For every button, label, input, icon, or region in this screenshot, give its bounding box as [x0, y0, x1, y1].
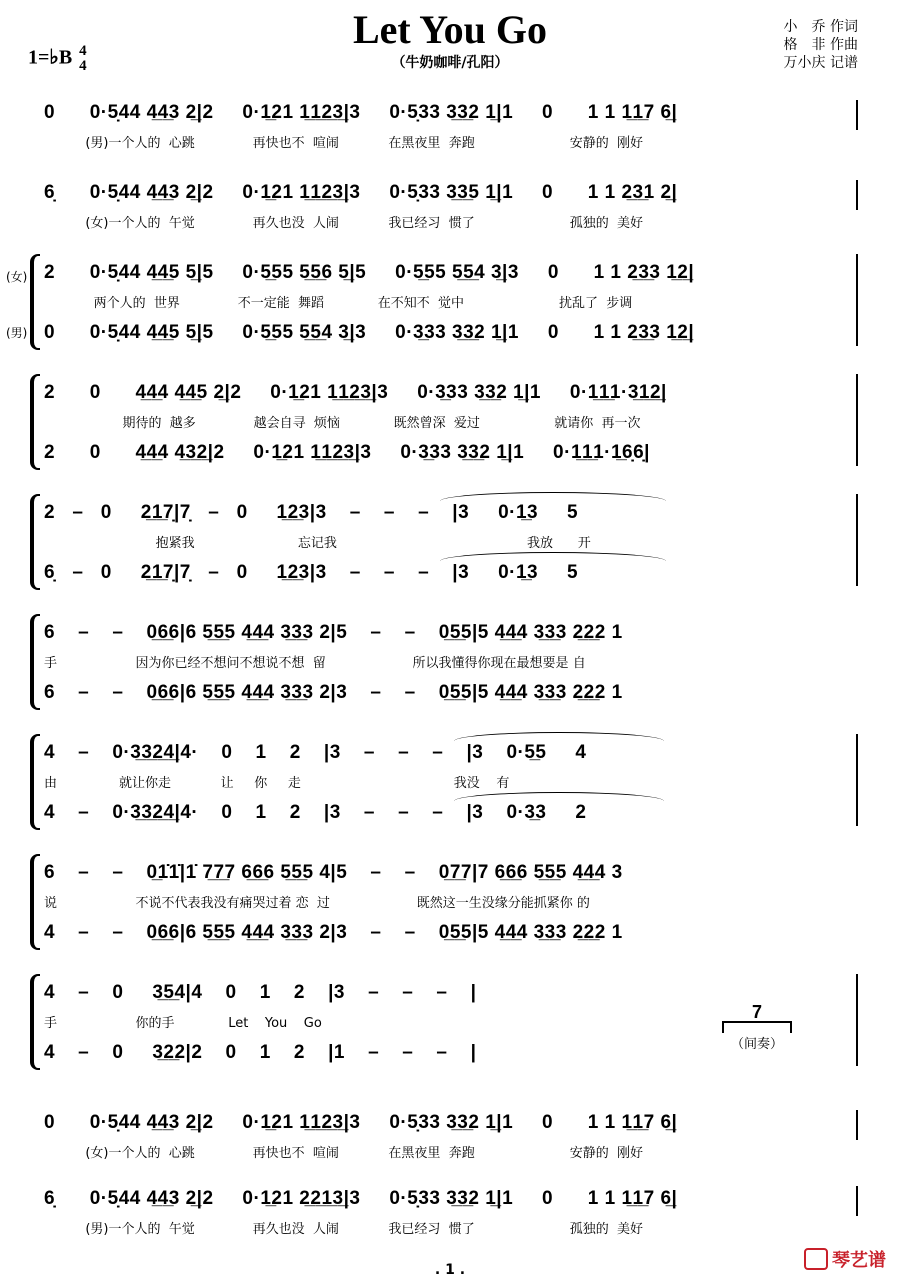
lyrics-line: 由 就让你走 让 你 走 我没 有 [44, 776, 510, 791]
notation-line-upper: 6 – – 0̲1̇1̇|1̇ 7̲7̲7 6̲6̲6 5̲5̲5 4|5 – – 0̲7̲7|7 6̲6̲6 5̲5̲5 4̲4̲4 3 [44, 862, 623, 883]
final-barline [856, 1186, 858, 1216]
lyrics-line: (男)一个人的 午觉 再久也没 人闹 我已经习 惯了 孤独的 美好 [44, 1222, 644, 1237]
page-number: . 1 . [434, 1262, 466, 1278]
final-barline [856, 1110, 858, 1140]
lyricist-credit: 小 乔 作词 [783, 19, 858, 35]
notation-line-male: 0 0·5̣44 4̲4̲5 5̲|5 0·5̲55 5̲5̲4 3̲|3 0·3̲33 3̲3̲2 1̲|1 0 1 1 2̲3̲3 1̲2̲| [44, 322, 695, 343]
interlude-label: （间奏） [730, 1037, 783, 1052]
key-signature [28, 44, 87, 74]
male-part-label: (男) [6, 326, 28, 340]
song-subtitle: （牛奶咖啡/孔阳） [391, 55, 509, 71]
interlude-marker [722, 1002, 792, 1052]
final-barline [856, 254, 858, 346]
site-logo[interactable] [804, 1246, 886, 1272]
transcriber-credit: 万小庆 记谱 [783, 55, 858, 71]
notation-line-upper: 4 – 0·3̲3̲2̲4̲|4· 0 1 2 |3 – – – |3 0·5̲5 4 [44, 742, 587, 763]
logo-text: 琴艺谱 [832, 1250, 886, 1271]
notation-line-lower: 6 – – 0̲6̲6|6 5̲5̲5 4̲4̲4 3̲3̲3 2|3 – – 0̲5̲5|5 4̲4̲4 3̲3̲3 2̲2̲2 1 [44, 682, 623, 703]
notation-line-lower: 4 – 0 3̲2̲2|2 0 1 2 |1 – – – | [44, 1042, 477, 1063]
system-brace [30, 614, 40, 710]
final-barline [856, 180, 858, 210]
notation-line-lower: 6̣ – 0 2̲1̲7̣|7̣ – 0 1̲2̲3|3 – – – |3 0·1̲3 5 [44, 562, 579, 583]
system-brace [30, 374, 40, 470]
lyrics-line: 两个人的 世界 不一定能 舞蹈 在不知不 觉中 扰乱了 步调 [44, 296, 633, 311]
female-part-label: (女) [6, 270, 28, 284]
final-barline [856, 374, 858, 466]
notation-line: 0 0·5̣44 4̲4̲3 2̲|2 0·1̲21 1̲1̲2̲3̲|3 0·5̣33 3̲3̲2 1̲|1 0 1 1 1̲1̲7 6̲| [44, 1112, 678, 1133]
key-label: 1=♭B [28, 46, 73, 69]
final-barline [856, 974, 858, 1066]
lyrics-line: 期待的 越多 越会自寻 烦恼 既然曾深 爱过 就请你 再一次 [44, 416, 641, 431]
system-brace [30, 974, 40, 1070]
lyrics-line: 说 不说不代表我没有痛哭过着 恋 过 既然这一生没缘分能抓紧你 的 [44, 896, 590, 911]
notation-line-upper: 6 – – 0̲6̲6|6 5̲5̲5 4̲4̲4 3̲3̲3 2|5 – – 0̲5̲5|5 4̲4̲4 3̲3̲3 2̲2̲2 1 [44, 622, 623, 643]
lyrics-line: (男)一个人的 心跳 再快也不 喧闹 在黑夜里 奔跑 安静的 刚好 [44, 136, 644, 151]
notation-line-upper: 2 – 0 2̲1̲7̣|7̣ – 0 1̲2̲3|3 – – – |3 0·1̲3 5 [44, 502, 579, 523]
composer-credit: 格 非 作曲 [783, 37, 858, 53]
notation-line: 6̣ 0·5̣44 4̲4̲3 2̲|2 0·1̲21 2̲2̲1̲3̲|3 0·5̣33 3̲3̲2 1̲|1 0 1 1 1̲1̲7 6̲| [44, 1188, 678, 1209]
final-barline [856, 494, 858, 586]
lyrics-line: (女)一个人的 午觉 再久也没 人闹 我已经习 惯了 孤独的 美好 [44, 216, 644, 231]
notation-line-upper: 4 – 0 3̲5̲4|4 0 1 2 |3 – – – | [44, 982, 477, 1003]
lyrics-line: (女)一个人的 心跳 再快也不 喧闹 在黑夜里 奔跑 安静的 刚好 [44, 1146, 644, 1161]
notation-line-lower: 2 0 4̲4̲4 4̲3̲2̲|2 0·1̲21 1̲1̲2̲3̲|3 0·3̲33 3̲3̲2 1̲|1 0·1̲1̲1·1̲6̣6̣| [44, 442, 650, 463]
system-brace [30, 854, 40, 950]
final-barline [856, 734, 858, 826]
notation-line-upper: 2 0 4̲4̲4 4̲4̲5 2̲|2 0·1̲21 1̲1̲2̲3̲|3 0·3̲33 3̲3̲2 1̲|1 0·1̲1̲1·3̲1̲2̲| [44, 382, 667, 403]
notation-line-female: 2 0·5̣44 4̲4̲5 5̲|5 0·5̲55 5̲5̲6 5̲|5 0·5̲55 5̲5̲4 3̲|3 0 1 1 2̲3̲3 1̲2̲| [44, 262, 695, 283]
song-title: Let You Go [352, 7, 548, 52]
notation-line: 0 0·5̣44 4̲4̲3 2̲|2 0·1̲21 1̲1̲2̲3̲|3 0·5̣33 3̲3̲2 1̲|1 0 1 1 1̲1̲7 6̲| [44, 102, 678, 123]
system-brace [30, 254, 40, 350]
logo-icon [804, 1248, 828, 1270]
time-numerator: 4 [79, 43, 87, 59]
time-denominator: 4 [79, 58, 87, 74]
notation-line: 6̣ 0·5̣44 4̲4̲3 2̲|2 0·1̲21 1̲1̲2̲3̲|3 0·5̣33 3̲3̲5 1̲|1 0 1 1 2̲3̲1 2̲| [44, 182, 678, 203]
system-brace [30, 494, 40, 590]
notation-line-lower: 4 – 0·3̲3̲2̲4̲|4· 0 1 2 |3 – – – |3 0·3̲3 2 [44, 802, 587, 823]
final-barline [856, 100, 858, 130]
lyrics-line: 手 你的手 Let You Go [44, 1016, 322, 1031]
lyrics-line: 抱紧我 忘记我 我放 开 [44, 536, 591, 551]
system-brace [30, 734, 40, 830]
interlude-bars: 7 [751, 1002, 762, 1022]
credits [784, 18, 858, 72]
lyrics-line: 手 因为你已经不想问不想说不想 留 所以我懂得你现在最想要是 自 [44, 656, 586, 671]
notation-line-lower: 4 – – 0̲6̲6|6 5̲5̲5 4̲4̲4 3̲3̲3 2|3 – – 0̲5̲5|5 4̲4̲4 3̲3̲3 2̲2̲2 1 [44, 922, 623, 943]
